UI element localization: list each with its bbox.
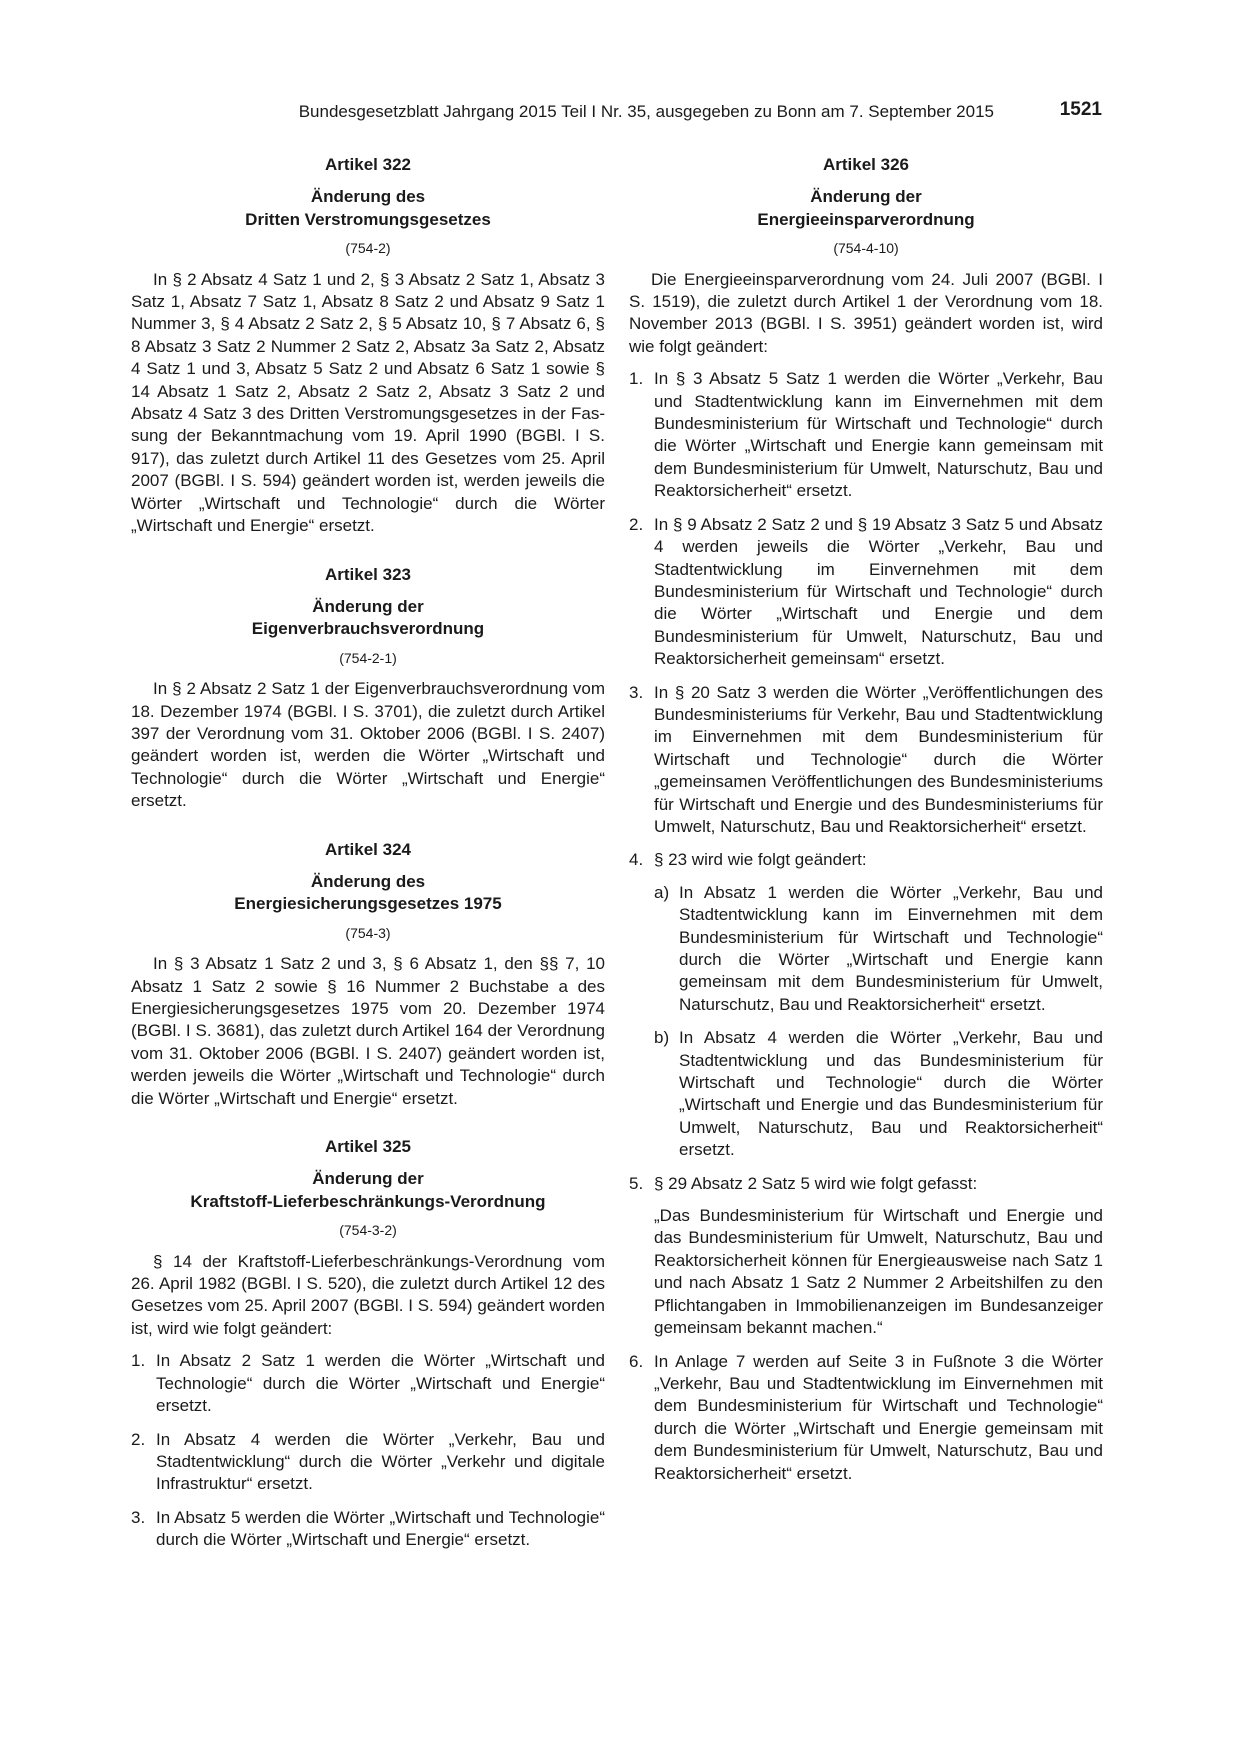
article-code: (754-3) [345, 924, 391, 941]
list-item [629, 368, 1103, 502]
item-text: In § 20 Satz 3 werden die Wörter „Veröffentlichungen des Bundesministeriums für Verkehr, Bau und Stadtentwicklung im Einvernehmen mit dem Bundesministerium für Wirtschaft und Technologie“ durch die Wörter „gemeinsamen Veröffentlichungen des Bundesministeriums für Wirtschaft und Energie und des Bundesministeriums für Umwelt, Naturschutz, Bau und Reaktorsicherheit“ ersetzt. [654, 682, 1103, 836]
item-number: 4. [629, 850, 644, 870]
article-title-line1: Änderung des [310, 871, 426, 891]
item-text: In § 3 Absatz 5 Satz 1 werden die Wörter „Verkehr, Bau und Stadtentwicklung kann im Einvernehmen mit dem Bundesministerium für Wirtschaft und Technologie“ durch die Wörter „Wirtschaft und Energie kann gemeinsam mit dem Bundesministerium für Umwelt, Naturschutz, Bau und Reaktorsicherheit“ ersetzt. [654, 369, 1103, 501]
article-title-line2: Kraftstoff-Lieferbeschränkungs-Verordnung [190, 1191, 546, 1211]
quoted-new-text: „Das Bundesministerium für Wirtschaft und Energie und das Bundesministerium für Umwelt, Naturschutz, Bau und Reaktorsicherheit können für Energieausweise nach Satz 1 und nach Absatz 1 Satz 2 Nummer 2 Arbeitshilfen zu den Pflichtangaben in Immobilienanzeigen im Bundesanzeiger gemeinsam bekannt machen.“ [654, 1206, 1103, 1338]
item-text: In Absatz 5 werden die Wörter „Wirtschaft und Technologie“ durch die Wörter „Wirtschaft und Energie“ ersetzt. [156, 1507, 605, 1550]
sub-list-item [654, 882, 1103, 1016]
item-text: § 29 Absatz 2 Satz 5 wird wie folgt gefasst: [654, 1173, 978, 1193]
article-title-line1: Änderung der [312, 596, 424, 616]
page-number: 1521 [1059, 99, 1102, 120]
item-text: § 23 wird wie folgt geändert: [654, 850, 867, 870]
article-number: Artikel 324 [325, 839, 411, 859]
article-title-line2: Energieeinsparverordnung [757, 209, 975, 229]
list-item [131, 1350, 605, 1417]
article-text: In § 2 Absatz 4 Satz 1 und 2, § 3 Absatz 2 Satz 1, Absatz 3 Satz 1, Absatz 7 Satz 1, Absatz 8 Satz 2 und Absatz 9 Satz 1 Nummer 3, § 4 Absatz 2 Satz 2, § 5 Absatz 10, § 7 Absatz 6, § 8 Absatz 3 Satz 2 Nummer 2 Satz 2, Absatz 3a Satz 2, Absatz 4 Satz 1 und 3, Absatz 5 Satz 2 und Absatz 6 Satz 1 sowie § 14 Absatz 1 Satz 2, Absatz 2 Satz 2, Absatz 3 Satz 2 und Absatz 4 Satz 3 des Dritten Verstromungsgesetzes in der Fassung der Bekanntmachung vom 19. April 1990 (BGBl. I S. 917), das zuletzt durch Artikel 11 des Gesetzes vom 25. April 2007 (BGBl. I S. 594) geändert worden ist, werden jeweils die Wörter „Wirtschaft und Technologie“ durch die Wörter „Wirtschaft und Energie“ ersetzt. [131, 269, 605, 536]
list-item [131, 1429, 605, 1496]
article-code: (754-2) [345, 240, 391, 257]
sub-item-letter: b) [654, 1028, 670, 1048]
amendment-list [131, 1350, 605, 1551]
list-item [629, 514, 1103, 671]
list-item [629, 682, 1103, 839]
item-text: In § 9 Absatz 2 Satz 2 und § 19 Absatz 3 Satz 5 und Absatz 4 werden jeweils die Wörter „Verkehr, Bau und Stadtentwicklung im Einvernehmen mit dem Bundesministerium für Wirtschaft und Technologie“ durch die Wörter „Wirtschaft und Energie und dem Bundesministerium für Umwelt, Naturschutz, Bau und Reaktorsicherheit gemeinsam“ ersetzt. [654, 514, 1103, 669]
item-number: 5. [629, 1173, 644, 1193]
list-item [131, 1507, 605, 1552]
article-text: In § 3 Absatz 1 Satz 2 und 3, § 6 Absatz 1, den §§ 7, 10 Absatz 1 Satz 2 sowie § 16 Nummer 2 Buchstabe a des Energiesicherungsgesetzes 1975 vom 20. Dezember 1974 (BGBl. I S. 3681), das zuletzt durch Artikel 164 der Verordnung vom 31. Oktober 2006 (BGBl. I S. 2407) geändert worden ist, werden jeweils die Wörter „Wirtschaft und Technologie“ durch die Wörter „Wirtschaft und Energie“ ersetzt. [131, 954, 605, 1108]
list-item [629, 1173, 1103, 1340]
article-text: In § 2 Absatz 2 Satz 1 der Eigenverbrauchsverordnung vom 18. Dezember 1974 (BGBl. I S. 3701), die zuletzt durch Artikel 397 der Verordnung vom 31. Oktober 2006 (BGBl. I S. 2407) geändert worden ist, werden die Wörter „Wirtschaft und Technologie“ durch die Wörter „Wirtschaft und Energie“ ersetzt. [131, 679, 605, 811]
article-326 [629, 154, 1103, 1485]
list-item [629, 849, 1103, 1161]
item-number: 6. [629, 1351, 644, 1371]
item-number: 2. [629, 514, 644, 534]
article-323 [131, 564, 605, 813]
article-title-line1: Änderung der [312, 1169, 424, 1189]
item-number: 2. [131, 1429, 146, 1449]
item-text: In Anlage 7 werden auf Seite 3 in Fußnote 3 die Wörter „Verkehr, Bau und Stadtentwicklung im Einvernehmen mit dem Bundesministerium für Wirtschaft und Technologie“ durch die Wörter „Wirtschaft und Energie gemeinsam mit dem Bundesministerium für Umwelt, Naturschutz, Bau und Reaktorsicherheit“ ersetzt. [654, 1351, 1103, 1483]
item-text: In Absatz 4 werden die Wörter „Verkehr, Bau und Stadtentwicklung“ durch die Wörter „Verkehr und digitale Infrastruktur“ ersetzt. [156, 1429, 605, 1494]
article-number: Artikel 322 [325, 155, 411, 174]
article-322 [131, 154, 605, 538]
list-item [629, 1351, 1103, 1485]
running-header [130, 100, 1102, 124]
article-324 [131, 839, 605, 1110]
article-code: (754-2-1) [339, 649, 397, 666]
article-title-line2: Eigenverbrauchsverordnung [251, 619, 485, 639]
article-number: Artikel 323 [325, 564, 411, 584]
amendment-list [629, 368, 1103, 1485]
item-number: 1. [131, 1351, 146, 1371]
left-column [131, 154, 605, 1578]
sub-list-item [654, 1027, 1103, 1161]
article-title-line1: Änderung des [310, 187, 426, 207]
article-title-line1: Änderung der [810, 187, 922, 207]
article-title-line2: Dritten Verstromungsgesetzes [245, 209, 491, 229]
article-number: Artikel 325 [325, 1137, 411, 1157]
sub-item-letter: a) [654, 882, 670, 902]
article-title-line2: Energiesicherungsgesetzes 1975 [234, 894, 502, 914]
item-number: 3. [629, 682, 644, 702]
right-column [629, 154, 1103, 1511]
article-325 [131, 1136, 605, 1552]
article-code: (754-3-2) [339, 1222, 397, 1239]
item-number: 1. [629, 369, 644, 389]
article-text: Die Energieeinsparverordnung vom 24. Juli 2007 (BGBl. I S. 1519), die zuletzt durch Artikel 1 der Verordnung vom 18. November 2013 (BGBl. I S. 3951) geändert worden ist, wird wie folgt geändert: [629, 269, 1103, 356]
sub-list [654, 882, 1103, 1162]
sub-item-text: In Absatz 1 werden die Wörter „Verkehr, Bau und Stadtentwicklung kann im Einvernehmen mit dem Bundesministerium für Wirtschaft und Technologie“ durch die Wörter „Wirtschaft und Energie kann gemeinsam mit dem Bundesministerium für Umwelt, Naturschutz, Bau und Reaktorsicherheit“ ersetzt. [679, 882, 1103, 1014]
article-code: (754-4-10) [833, 240, 899, 257]
sub-item-text: In Absatz 4 werden die Wörter „Verkehr, Bau und Stadtentwicklung und das Bundesministerium für Wirtschaft und Technologie“ durch die Wörter „Wirtschaft und Energie und das Bundesministerium für Umwelt, Naturschutz, Bau und Reaktorsicherheit“ ersetzt. [679, 1028, 1103, 1160]
article-text: § 14 der Kraftstoff-Lieferbeschränkungs-Verordnung vom 26. April 1982 (BGBl. I S. 520), die zuletzt durch Artikel 12 des Gesetzes vom 25. April 2007 (BGBl. I S. 594) geändert worden ist, wird wie folgt geändert: [131, 1251, 605, 1338]
article-number: Artikel 326 [823, 155, 909, 174]
item-text: In Absatz 2 Satz 1 werden die Wörter „Wirtschaft und Technologie“ durch die Wörter „Wirtschaft und Energie“ ersetzt. [156, 1351, 605, 1416]
running-title: Bundesgesetzblatt Jahrgang 2015 Teil I Nr. 35, ausgegeben zu Bonn am 7. September 2015 [298, 102, 994, 121]
item-number: 3. [131, 1507, 146, 1527]
